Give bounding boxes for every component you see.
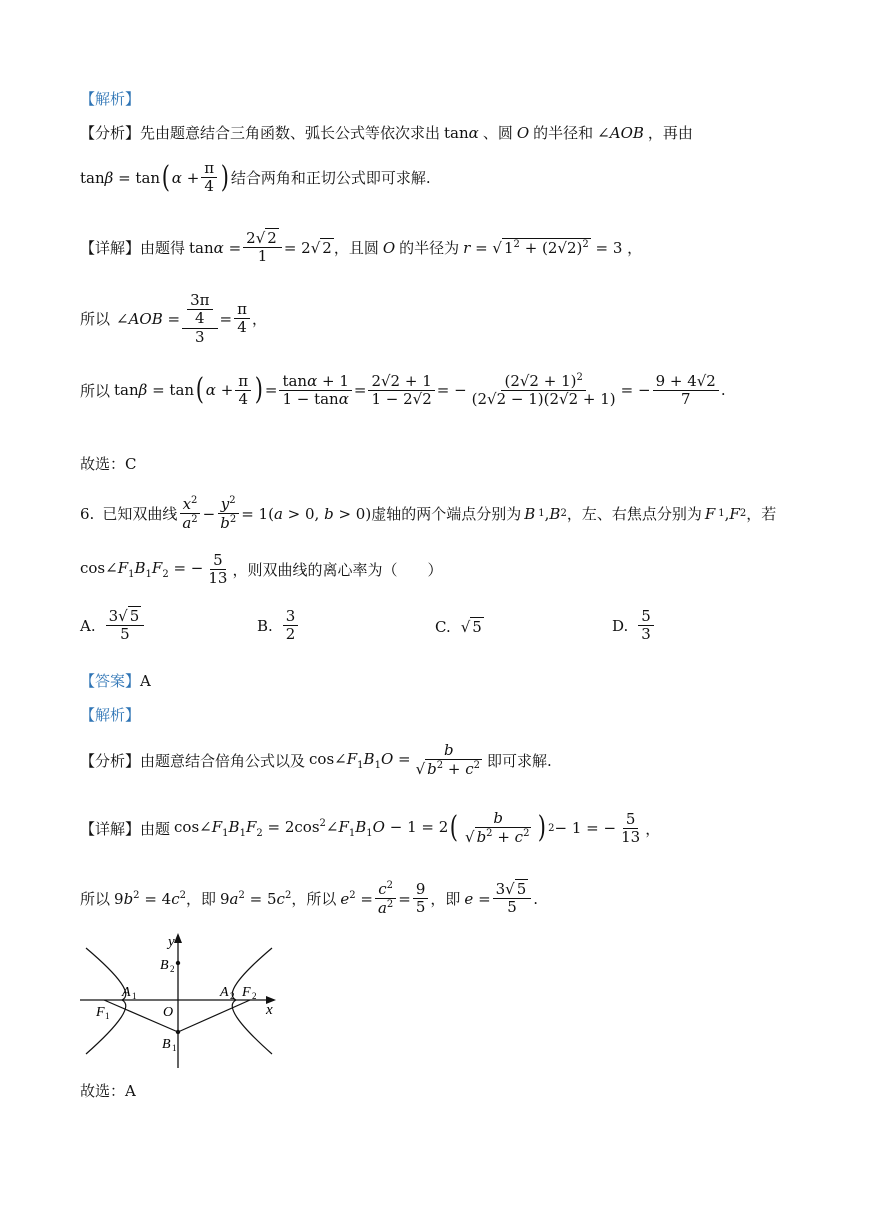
label-a1: A (122, 985, 131, 1000)
svg-text:1: 1 (105, 1011, 110, 1021)
detail-text: ，即 (185, 890, 216, 909)
answer-line (80, 670, 151, 691)
detail-label: 【详解】 (80, 239, 141, 258)
answer-label: 【答案】 (80, 672, 141, 690)
option-a[interactable]: A. $\frac{3√ 5}{5}$ (80, 608, 146, 644)
detail-line-3: 所以 tanβ = tan ( α + $\frac{\pi}{4}$ ) = $\frac{\tan\alpha + 1}{1 - \tan\alpha}$ = $\frac{2√2 + 1}{1 - 2√2}$ = − $\frac{(2√2 + 1)^2}{(2√2 - 1)(2√2 + 1)}$ = − $\frac{9 + 4√2}{7}$ . (80, 371, 726, 409)
svg-text:1: 1 (132, 991, 137, 1001)
question-text: 已知双曲线 (102, 505, 178, 524)
question-text: 虚轴的两个端点分别为 (371, 505, 522, 524)
detail-line-2: 所以 ∠AOB = $\frac{\frac{3\pi}{4}}{3}$ = $\frac{\pi}{4}$ ， (80, 291, 267, 346)
label-a2: A (220, 985, 229, 1000)
option-label: C. (435, 618, 451, 636)
detail-text: 的半径为 (399, 239, 460, 258)
analysis-text: 、圆 (482, 124, 513, 142)
detail-text: 所以 (80, 310, 111, 329)
label-f1: F (96, 1005, 105, 1020)
answer-choice-1: 故选：C (80, 455, 137, 473)
svg-text:2: 2 (252, 991, 257, 1001)
detail-text: ，且圆 (333, 239, 379, 258)
detail-line-4: 【详解】 由题 $\cos\angle F_1B_1F_2$ = $2\cos^2\angle F_1B_1O - 1 = 2$ ( $\frac{b}{√ b^2 + c^2}$ ) 2 − 1 = − $\frac{5}{13}$ ， (80, 809, 661, 847)
detail-text: 所以 (80, 381, 111, 400)
label-f2: F (242, 985, 251, 1000)
label-origin: O (163, 1005, 174, 1020)
label-b1: B (162, 1037, 171, 1052)
analysis-text: 结合两角和正切公式即可求解. (230, 169, 431, 188)
analysis-text: 的半径和 (533, 124, 594, 142)
analysis-text: 由题意结合倍角公式以及 (140, 751, 306, 770)
answer-value: A (140, 671, 151, 690)
svg-text:2: 2 (230, 991, 235, 1001)
x-axis-label: x (266, 1002, 273, 1018)
analysis-label: 【分析】 (80, 124, 141, 142)
question-6-line-2: $\cos\angle F_1B_1F_2$ = − $\frac{5}{13}$ ，则双曲线的离心率为（ ） (80, 551, 443, 588)
analysis-label: 【分析】 (80, 751, 141, 770)
question-text: ，则双曲线的离心率为（ ） (232, 561, 443, 580)
analysis-line-2: tanβ = tan ( α + $\frac{\pi}{4}$ ) 结合两角和正切公式即可求解. (80, 159, 431, 196)
detail-line-5: 所以 $9b^2 = 4c^2$ ，即 $9a^2 = 5c^2$ ，所以 $e^2$ = $\frac{c^2}{a^2}$ = $\frac{9}{5}$ ，即 e = $\frac{3√ 5}{5}$ . (80, 880, 539, 918)
analysis-line-1: 【分析】 先由题意结合三角函数、弧长公式等依次求出 tanα 、圆 O 的半径和 ∠AOB ，再由 (80, 123, 693, 142)
jiexi-heading-2: 【解析】 (80, 706, 141, 724)
option-label: D. (612, 616, 629, 635)
option-label: B. (257, 616, 273, 635)
option-label: A. (80, 616, 96, 635)
answer-choice-2: 故选：A (80, 1082, 136, 1100)
question-text: ，左、右焦点分别为 (566, 505, 702, 524)
detail-text: 由题 (140, 819, 171, 838)
option-d[interactable]: D. $\frac{5}{3}$ (612, 608, 656, 644)
y-axis-label: y (168, 934, 175, 950)
option-b[interactable]: B. $\frac{3}{2}$ (257, 608, 300, 644)
detail-line-1: 【详解】 由题得 tanα = $\frac{2√ 2}{1}$ = 2√ 2 ，且圆 O 的半径为 r = √ $1^2 + (2√2)^2 = 3$ ， (80, 229, 643, 266)
option-c[interactable]: C. √ 5 (435, 618, 482, 636)
detail-text: ，所以 (291, 890, 337, 909)
detail-text: 由题得 (140, 239, 186, 258)
question-number: 6. (80, 504, 95, 523)
detail-text: ，即 (430, 890, 461, 909)
detail-text: 所以 (80, 890, 111, 909)
analysis-text: ，再由 (647, 124, 693, 142)
detail-label: 【详解】 (80, 819, 141, 838)
analysis-text: 即可求解. (487, 751, 552, 770)
question-6-line-1: 6. 已知双曲线 $\frac{x^2}{a^2}$ − $\frac{y^2}{b^2}$ = 1(a > 0, b > 0) 虚轴的两个端点分别为 B 1 , B 2 ，左、右焦点分别为 F 1 , F 2 ，若 (80, 495, 777, 533)
svg-text:1: 1 (172, 1043, 177, 1053)
question-text: ，若 (746, 505, 777, 524)
svg-text:2: 2 (170, 964, 175, 974)
analysis-line-3: 【分析】 由题意结合倍角公式以及 $\cos\angle F_1B_1O$ = $\frac{b}{√ b^2 + c^2}$ 即可求解. (80, 741, 552, 779)
jiexi-heading-1: 【解析】 (80, 90, 141, 108)
hyperbola-figure (76, 930, 286, 1070)
analysis-text: 先由题意结合三角函数、弧长公式等依次求出 (140, 124, 441, 142)
label-b2: B (160, 958, 169, 973)
